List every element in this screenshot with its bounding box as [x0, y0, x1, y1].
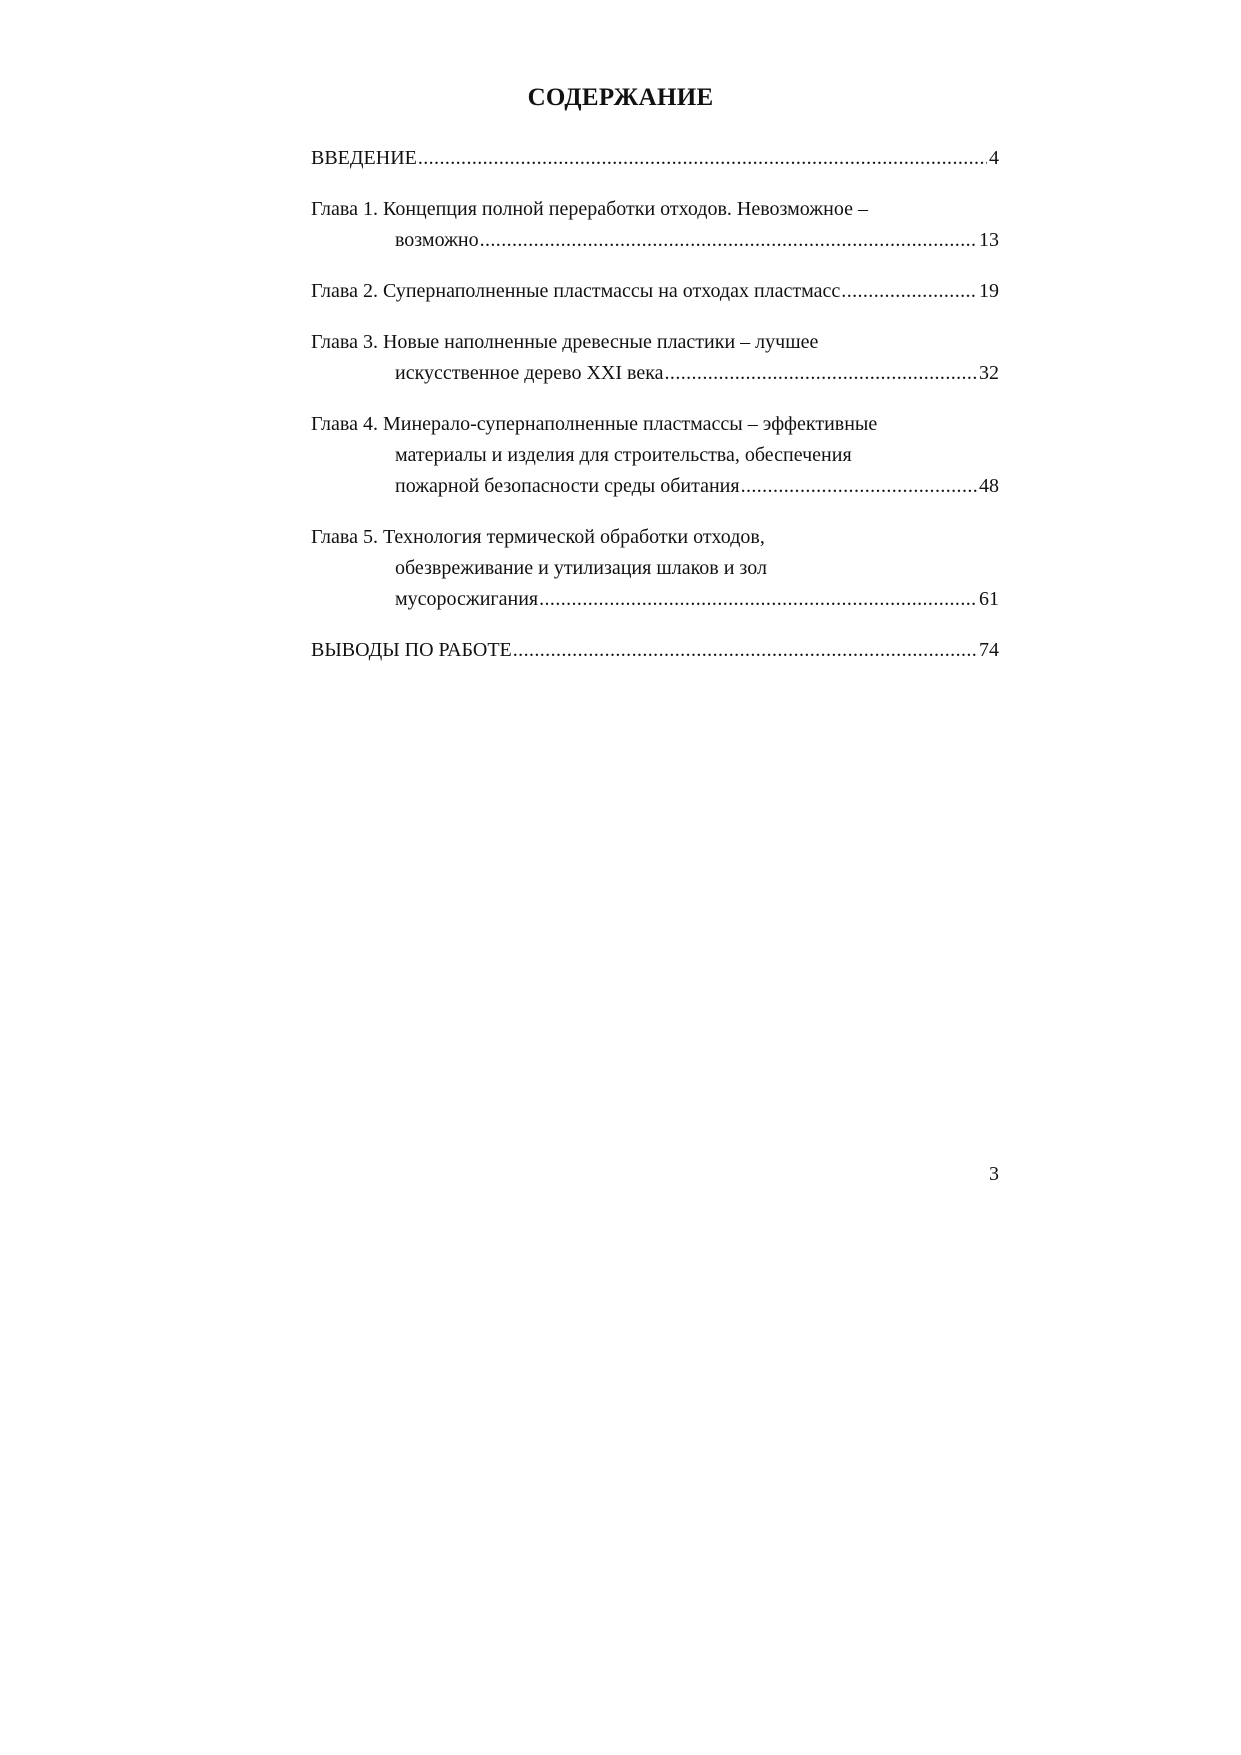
- toc-entry-title: Глава 1. Концепция полной переработки отходов. Невозможное –: [311, 198, 868, 220]
- toc-page-number: 19: [979, 280, 999, 302]
- dot-leader: [665, 358, 977, 389]
- toc-entry-title: Глава 2. Супернаполненные пластмассы на отходах пластмасс: [311, 280, 841, 302]
- toc-entry-chapter-5[interactable]: [311, 522, 999, 615]
- toc-entry-chapter-3[interactable]: [311, 327, 999, 389]
- toc-entry-title: Глава 3. Новые наполненные древесные пластики – лучшее: [311, 331, 819, 353]
- toc-entry-title-continuation: обезвреживание и утилизация шлаков и зол: [395, 557, 767, 579]
- toc-entry-chapter-1[interactable]: [311, 194, 999, 256]
- toc-page-number: 32: [979, 362, 999, 384]
- toc-entry-title: Глава 5. Технология термической обработки отходов,: [311, 526, 765, 548]
- toc-entry-chapter-2[interactable]: [311, 276, 999, 307]
- toc-page-number: 48: [979, 475, 999, 497]
- toc-page-number: 13: [979, 229, 999, 251]
- toc-entry-title: ВВЕДЕНИЕ: [311, 147, 417, 169]
- toc-entry-conclusions[interactable]: [311, 635, 999, 666]
- dot-leader: [418, 143, 987, 174]
- toc-entry-title-continuation: искусственное дерево XXI века: [395, 362, 664, 384]
- toc-page-number: 74: [979, 639, 999, 661]
- toc-entry-chapter-4[interactable]: [311, 409, 999, 502]
- dot-leader: [539, 584, 977, 615]
- page-title: СОДЕРЖАНИЕ: [527, 84, 714, 111]
- dot-leader: [741, 471, 977, 502]
- toc-entry-title-continuation: мусоросжигания: [395, 588, 539, 610]
- toc-entry-title-continuation: пожарной безопасности среды обитания: [395, 475, 740, 497]
- dot-leader: [480, 225, 977, 256]
- dot-leader: [841, 276, 977, 307]
- toc-entry-title: Глава 4. Минерало-супернаполненные пластмассы – эффективные: [311, 413, 878, 435]
- toc-entry-title-continuation: материалы и изделия для строительства, обеспечения: [395, 444, 852, 466]
- table-of-contents: [311, 143, 999, 686]
- toc-page-number: 4: [989, 147, 999, 169]
- dot-leader: [513, 635, 977, 666]
- toc-page-number: 61: [979, 588, 999, 610]
- toc-entry-title-continuation: возможно: [395, 229, 479, 251]
- page-number: 3: [989, 1163, 999, 1185]
- toc-entry-introduction[interactable]: [311, 143, 999, 174]
- toc-entry-title: ВЫВОДЫ ПО РАБОТЕ: [311, 639, 512, 661]
